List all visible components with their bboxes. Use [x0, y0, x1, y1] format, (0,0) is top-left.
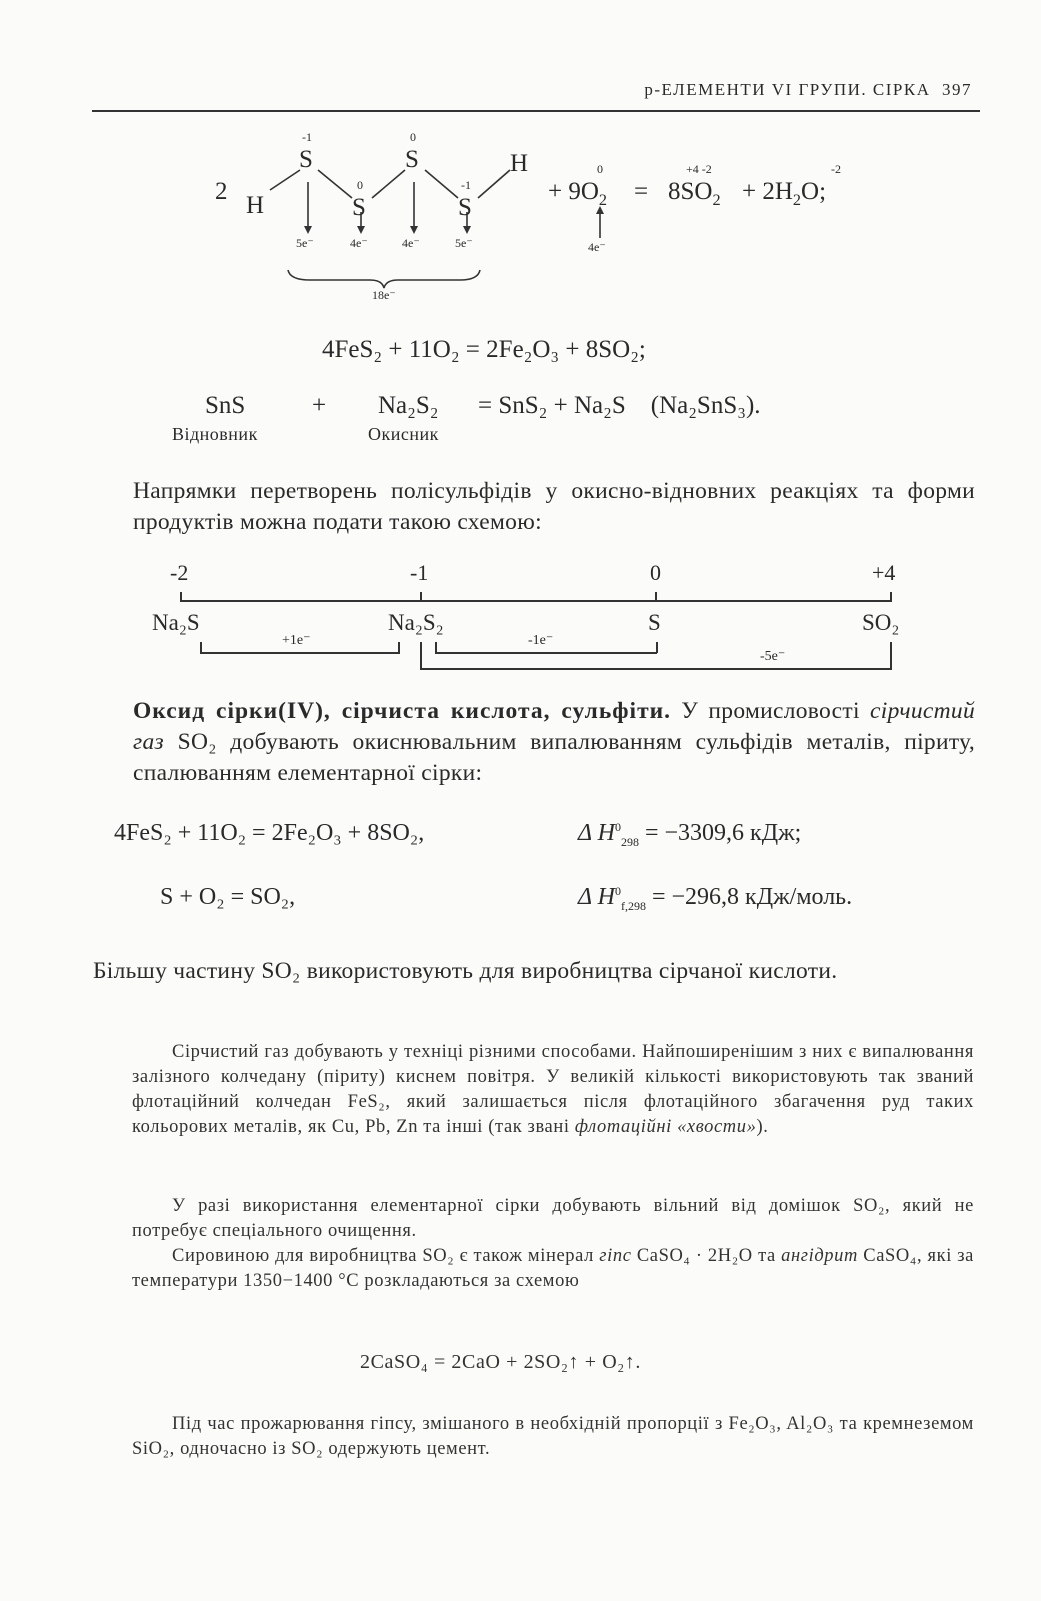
paragraph-usage: Більшу частину SO₂ використовують для виробництва сірчаної кислоти.	[93, 958, 838, 984]
bond-s4-h	[478, 170, 510, 198]
ox-s2: 0	[357, 178, 363, 192]
rhs-o2: + $9O_2$	[548, 178, 608, 209]
atom-s1: S	[299, 146, 313, 173]
state-minus1: -1	[410, 560, 429, 585]
equation-thermo2-right: Δ $H^0_{f,298} = -296,8$ кДж/моль.	[578, 884, 853, 913]
ox-s3: 0	[410, 130, 416, 144]
ox-s4: -1	[461, 178, 471, 192]
paragraph-intro: Напрямки перетворень полісульфідів у окисно-відновних реакціях та форми продуктів можна подати такою схемою:	[133, 478, 975, 535]
transition-minus1e: -1e⁻	[528, 633, 554, 648]
species-so2: SO₂	[862, 610, 900, 635]
oxidant-label: Окисник	[368, 424, 439, 444]
atom-s2: S	[352, 194, 366, 221]
species-s: S	[648, 610, 661, 635]
small-paragraph-2: У разі використання елементарної сірки добувають вільний від домішок SO₂, який не потребує спеціального очищення.	[132, 1196, 974, 1241]
state-minus2: -2	[170, 560, 189, 585]
running-title: p-ЕЛЕМЕНТИ VI ГРУПИ. СІРКА 397	[644, 80, 972, 99]
rhs-h2o-ox: -2	[831, 162, 841, 176]
bond-s2-s3	[372, 170, 405, 198]
rhs-so2-ox: +4 -2	[686, 162, 712, 176]
rhs-o2-ox: 0	[597, 162, 603, 176]
section-so2: Оксид сірки(IV), сірчиста кислота, сульфіти. У промисловості сірчистий газ SO₂ добувають окиснювальним випалюванням сульфідів металів, піриту, спалюванням елементарної сірки:	[133, 698, 975, 786]
equation-fes2: 4FeS₂ + 11O₂ = 2Fe₂O₃ + 8SO₂;	[322, 336, 646, 363]
reductant-label: Відновник	[172, 424, 258, 444]
page-number: 397	[942, 80, 972, 99]
small-paragraph-4: Під час прожарювання гіпсу, змішаного в необхідній пропорції з Fe₂O₃, Al₂O₃ та кремнеземом SiO₂, одночасно із SO₂ одержують цемент.	[132, 1414, 974, 1459]
equation-caso4: 2CaSO₄ = 2CaO + 2SO₂↑ + O₂↑.	[360, 1351, 642, 1373]
total-brace	[288, 270, 480, 288]
bond-s1-s2	[318, 170, 352, 198]
rhs-equals: =	[634, 178, 649, 205]
atom-h2: H	[510, 150, 529, 177]
oxidation-scheme	[150, 558, 910, 678]
scale-line	[180, 600, 892, 602]
sns-oxidant: Na₂S₂	[378, 392, 439, 419]
electrons-s3: 4e⁻	[402, 236, 420, 250]
equation-thermo1-left: 4FeS₂ + 11O₂ = 2Fe₂O₃ + 8SO₂,	[114, 820, 425, 846]
sns-reductant: SnS	[205, 392, 246, 419]
equation-thermo1-right: Δ $H^0_{298} = -3309,6$ кДж;	[578, 820, 802, 849]
electrons-s2: 4e⁻	[350, 236, 368, 250]
structure-reaction	[0, 0, 1041, 310]
state-plus4: +4	[872, 560, 896, 585]
state-zero: 0	[650, 560, 661, 585]
species-na2s: Na₂S	[152, 610, 200, 635]
sns-rest: = SnS₂ + Na₂S (Na₂SnS₃).	[478, 392, 761, 419]
ox-s1: -1	[302, 130, 312, 144]
equation-thermo2-left: S + O₂ = SO₂,	[160, 884, 296, 910]
section-heading: Оксид сірки(IV), сірчиста кислота, сульфіти.	[133, 698, 672, 724]
coefficient: 2	[215, 178, 228, 205]
atom-s4: S	[458, 194, 472, 221]
electrons-s1: 5e⁻	[296, 236, 314, 250]
rhs-so2: $8SO_2$	[668, 178, 721, 209]
transition-plus1e: +1e⁻	[282, 633, 311, 648]
transition-minus5e: -5e⁻	[760, 649, 786, 664]
sns-plus: +	[312, 392, 327, 419]
species-na2s2: Na₂S₂	[388, 610, 444, 635]
term-sulfurous-gas: сірчистий газ	[133, 698, 975, 755]
atom-h1: H	[246, 192, 265, 219]
small-paragraph-3: Сировиною для виробництва SO₂ є також мінерал гіпс CaSO₄ · 2H₂O та ангідрит CaSO₄, які за температури 1350−1400 °C розкладаються за схемою	[132, 1246, 974, 1291]
bond-h-s1	[270, 170, 300, 190]
bond-s3-s4	[425, 170, 458, 198]
atom-s3: S	[405, 146, 419, 173]
rhs-electron: 4e⁻	[588, 240, 606, 254]
rhs-h2o: + $2H_2O$;	[742, 178, 827, 209]
small-paragraph-1: Сірчистий газ добувають у техніці різними способами. Найпоширенішим з них є випалювання залізного колчедану (піриту) киснем повітря. У великій кількості використовують так званий флотаційний колчедан FeS₂, який залишається після флотаційного збагачення руд таких кольорових металів, як Cu, Pb, Zn та інші (так звані флотаційні «хвости»).	[132, 1042, 974, 1137]
electrons-s4: 5e⁻	[455, 236, 473, 250]
total-electrons: 18e⁻	[372, 288, 396, 302]
